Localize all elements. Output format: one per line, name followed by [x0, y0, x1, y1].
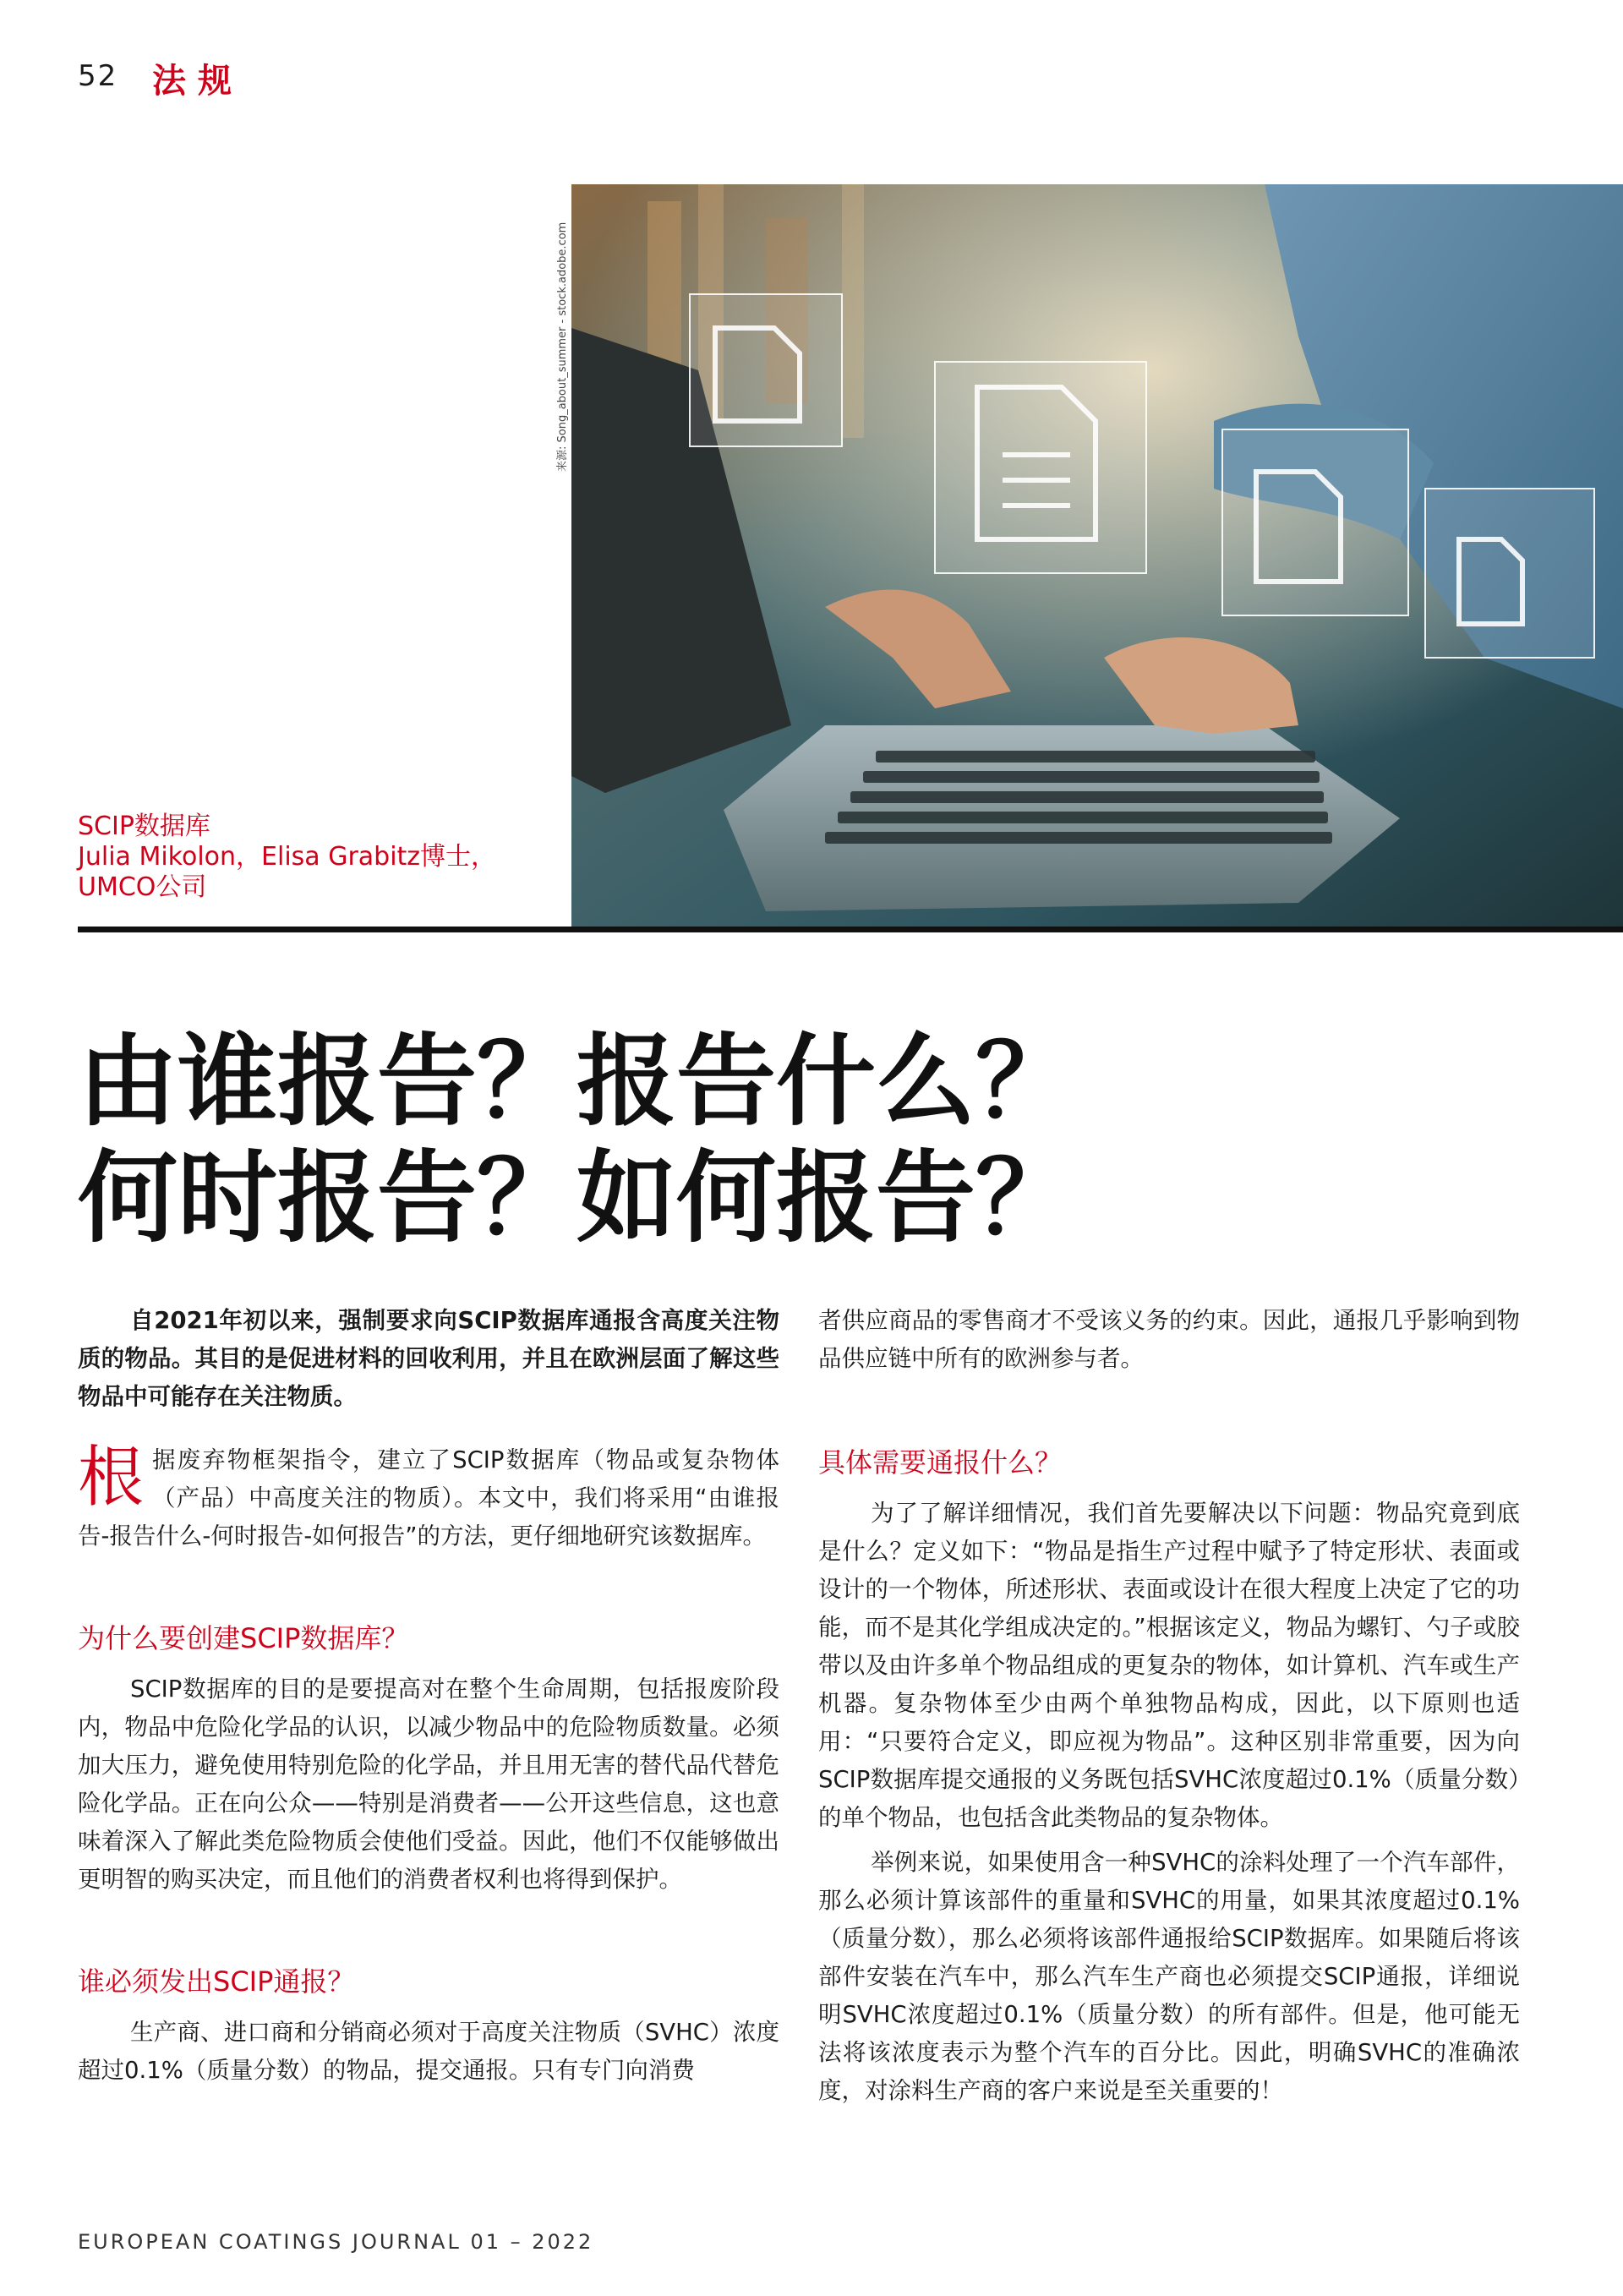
paragraph-what-definition: 为了了解详细情况，我们首先要解决以下问题：物品究竟到底是什么？定义如下：“物品是指生产过程中赋予了特定形状、表面或设计的一个物体，所述形状、表面或设计在很大程度上决定了它的功能，而不是其化学组成决定的。”根据该定义，物品为螺钉、勺子或胶带以及由许多单个物品组成的更复杂的物体，如计算机、汽车或生产机器。复杂物体至少由两个单独物品构成，因此，以下原则也适用：“只要符合定义，即应视为物品”。这种区别非常重要，因为向SCIP数据库提交通报的义务既包括SVHC浓度超过0.1%（质量分数）的单个物品，也包括含此类物品的复杂物体。 — [818, 1500, 1520, 1831]
photo-credit — [551, 184, 570, 472]
page-number: 52 — [78, 59, 118, 93]
section-label: 法规 — [152, 62, 243, 101]
author-block — [78, 812, 551, 903]
author-names: Julia Mikolon，Elisa Grabitz博士， — [78, 842, 497, 872]
subheading-who: 谁必须发出SCIP通报？ — [78, 1965, 355, 1998]
subheading-what: 具体需要通报什么？ — [818, 1446, 1063, 1479]
photo-credit-text: 来源: Song_about_summer - stock.adobe.com — [556, 221, 569, 472]
title-line-2: 何时报告？如何报告？ — [78, 1140, 1076, 1256]
paragraph-who: 生产商、进口商和分销商必须对于高度关注物质（SVHC）浓度超过0.1%（质量分数）的物品，提交通报。只有专门向消费 — [78, 2019, 779, 2084]
hero-image — [571, 184, 1623, 928]
hero-illustration — [571, 184, 1623, 928]
paragraph-continued: 者供应商品的零售商才不受该义务的约束。因此，通报几乎影响到物品供应链中所有的欧洲参与者。 — [818, 1307, 1520, 1372]
title-line-1: 由谁报告？报告什么？ — [78, 1023, 1076, 1140]
drop-cap: 根 — [78, 1440, 145, 1516]
section-divider — [78, 927, 1623, 932]
subheading-why: 为什么要创建SCIP数据库？ — [78, 1622, 409, 1654]
paragraph-why: SCIP数据库的目的是要提高对在整个生命周期，包括报废阶段内，物品中危险化学品的认识，以减少物品中的危险物质数量。必须加大压力，避免使用特别危险的化学品，并且用无害的替代品代替危险化学品。正在向公众——特别是消费者——公开这些信息，这也意味着深入了解此类危险物质会使他们受益。因此，他们不仅能够做出更明智的购买决定，而且他们的消费者权利也将得到保护。 — [78, 1676, 779, 1893]
footer-journal: EUROPEAN COATINGS JOURNAL 01 – 2022 — [78, 2230, 594, 2254]
intro-paragraph — [78, 1441, 779, 1555]
left-column — [78, 1302, 779, 2090]
paragraph-what-example: 举例来说，如果使用含一种SVHC的涂料处理了一个汽车部件，那么必须计算该部件的重量和SVHC的用量，如果其浓度超过0.1%（质量分数），那么必须将该部件通报给SCIP数据库。如果随后将该部件安装在汽车中，那么汽车生产商也必须提交SCIP通报，详细说明SVHC浓度超过0.1%（质量分数）的所有部件。但是，他可能无法将该浓度表示为整个汽车的百分比。因此，明确SVHC的准确浓度，对涂料生产商的客户来说是至关重要的！ — [818, 1849, 1520, 2104]
article-title — [78, 1023, 1092, 1256]
author-topic: SCIP数据库 — [78, 812, 210, 841]
lead-paragraph: 自2021年初以来，强制要求向SCIP数据库通报含高度关注物质的物品。其目的是促进材料的回收利用，并且在欧洲层面了解这些物品中可能存在关注物质。 — [78, 1307, 779, 1410]
author-company: UMCO公司 — [78, 872, 207, 902]
right-column — [818, 1302, 1520, 2110]
intro-text: 据废弃物框架指令，建立了SCIP数据库（物品或复杂物体（产品）中高度关注的物质）。本文中，我们将采用“由谁报告-报告什么-何时报告-如何报告”的方法，更仔细地研究该数据库。 — [78, 1446, 779, 1550]
